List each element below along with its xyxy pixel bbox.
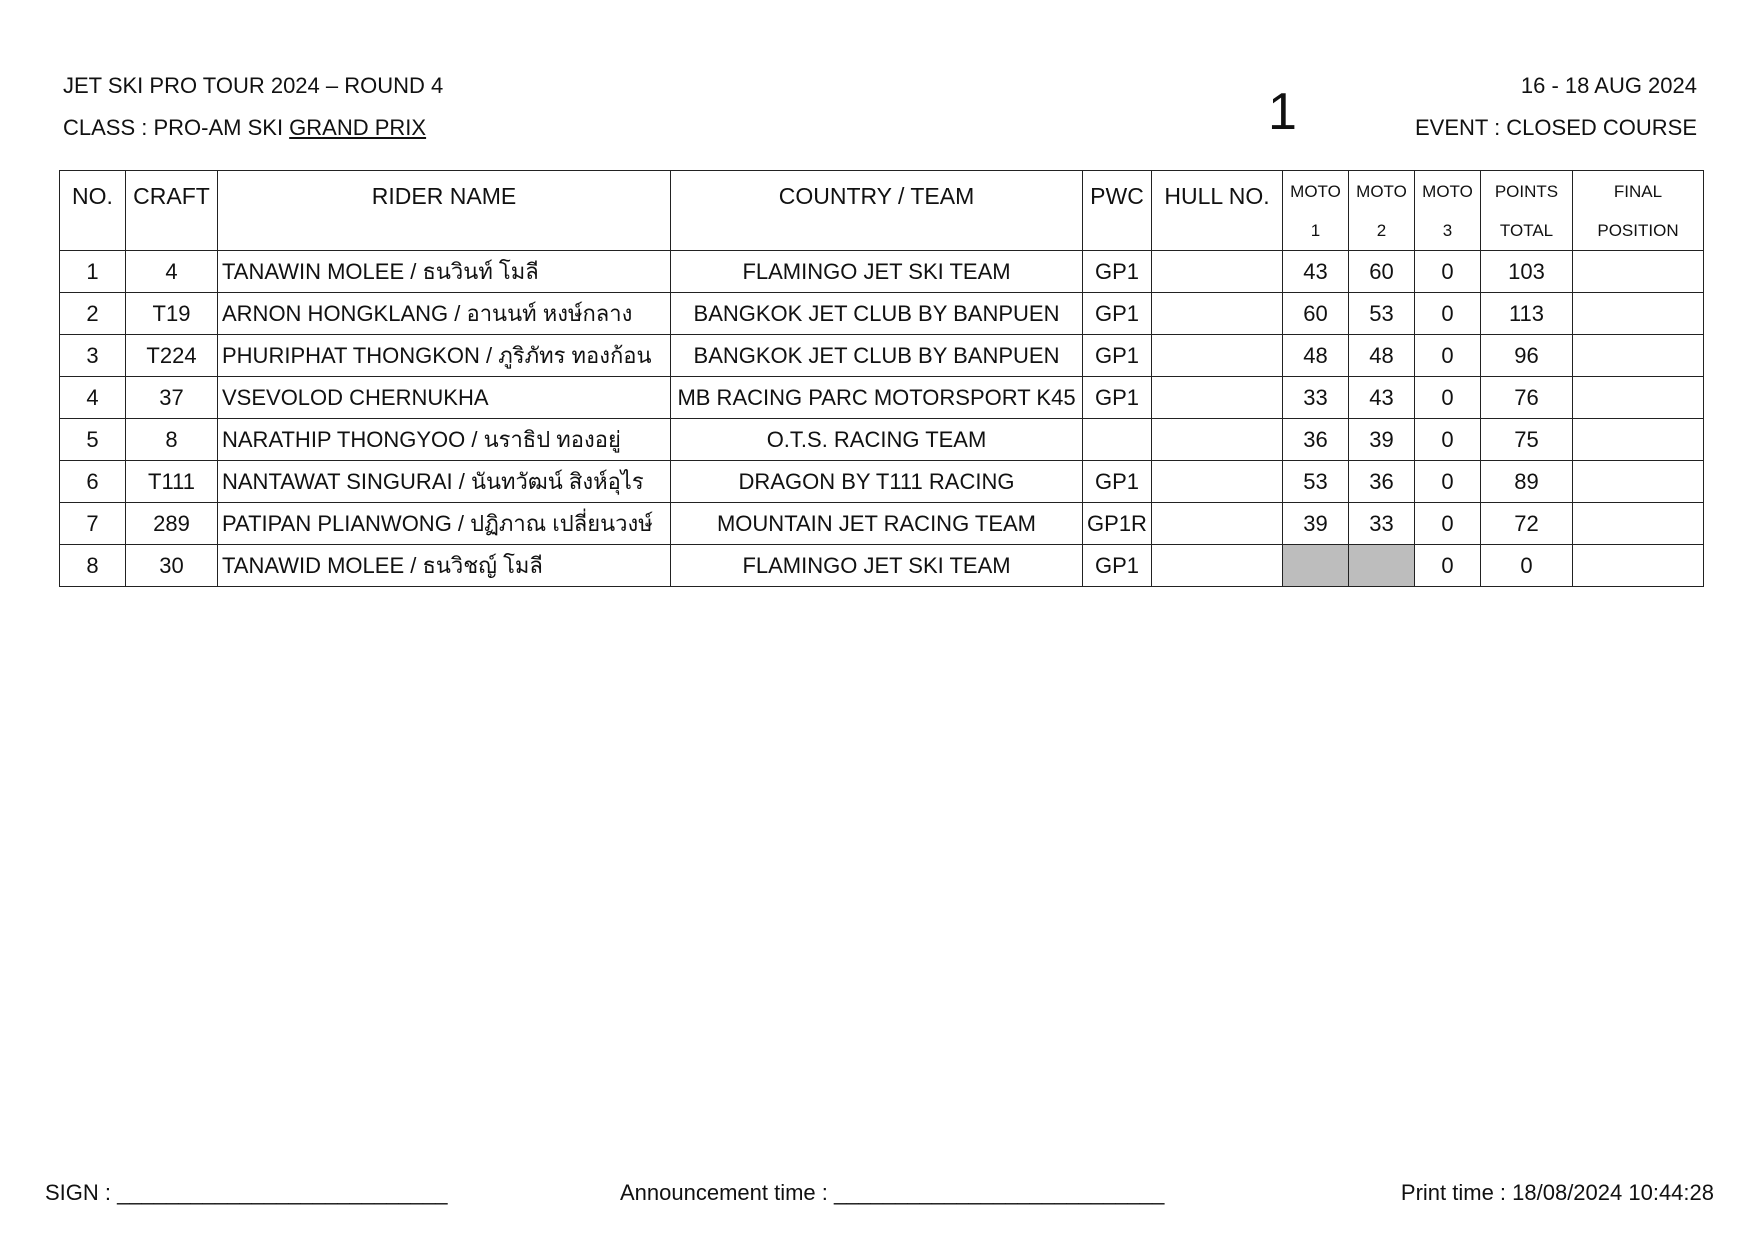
- header-moto1-top: MOTO: [1290, 181, 1341, 201]
- cell-no: 5: [60, 419, 126, 461]
- table-row: [60, 335, 1704, 377]
- cell-final: [1573, 293, 1704, 335]
- cell-moto1: 60: [1283, 293, 1349, 335]
- announcement-time: Announcement time : ___________________________: [620, 1180, 1165, 1205]
- cell-rider: TANAWIN MOLEE / ธนวินท์ โมลี: [218, 251, 671, 293]
- header-moto3-top: MOTO: [1422, 181, 1473, 201]
- cell-hull: [1152, 293, 1283, 335]
- cell-moto2: 33: [1349, 503, 1415, 545]
- cell-moto3: 0: [1415, 377, 1481, 419]
- cell-moto3: 0: [1415, 335, 1481, 377]
- table-row: [60, 251, 1704, 293]
- header-no: NO.: [60, 171, 126, 251]
- header-points-bottom: TOTAL: [1499, 220, 1554, 240]
- header-moto2-bottom: 2: [1376, 220, 1387, 240]
- cell-craft: T111: [126, 461, 218, 503]
- cell-rider: PATIPAN PLIANWONG / ปฏิภาณ เปลี่ยนวงษ์: [218, 503, 671, 545]
- cell-hull: [1152, 335, 1283, 377]
- cell-no: 1: [60, 251, 126, 293]
- cell-moto3: 0: [1415, 545, 1481, 587]
- results-table: [59, 170, 1704, 587]
- cell-pwc: GP1: [1083, 251, 1152, 293]
- cell-total: 103: [1481, 251, 1573, 293]
- cell-no: 2: [60, 293, 126, 335]
- table-header-row: [60, 171, 1704, 251]
- cell-moto1: 53: [1283, 461, 1349, 503]
- cell-hull: [1152, 461, 1283, 503]
- cell-total: 76: [1481, 377, 1573, 419]
- sign-line: SIGN : ___________________________: [45, 1180, 448, 1205]
- cell-final: [1573, 335, 1704, 377]
- cell-team: FLAMINGO JET SKI TEAM: [671, 545, 1083, 587]
- cell-no: 8: [60, 545, 126, 587]
- cell-hull: [1152, 503, 1283, 545]
- cell-no: 3: [60, 335, 126, 377]
- cell-rider: NARATHIP THONGYOO / นราธิป ทองอยู่: [218, 419, 671, 461]
- cell-no: 6: [60, 461, 126, 503]
- cell-pwc: GP1: [1083, 377, 1152, 419]
- cell-moto2: 43: [1349, 377, 1415, 419]
- cell-team: BANGKOK JET CLUB BY BANPUEN: [671, 335, 1083, 377]
- header-pwc: PWC: [1083, 171, 1152, 251]
- cell-pwc: GP1R: [1083, 503, 1152, 545]
- header-moto3: [1415, 171, 1481, 251]
- cell-craft: 8: [126, 419, 218, 461]
- print-time: Print time : 18/08/2024 10:44:28: [1400, 1180, 1714, 1205]
- cell-moto3: 0: [1415, 293, 1481, 335]
- cell-final: [1573, 461, 1704, 503]
- cell-craft: T224: [126, 335, 218, 377]
- cell-pwc: GP1: [1083, 293, 1152, 335]
- cell-moto1: 43: [1283, 251, 1349, 293]
- cell-rider: ARNON HONGKLANG / อานนท์ หงษ์กลาง: [218, 293, 671, 335]
- cell-team: MB RACING PARC MOTORSPORT K45: [671, 377, 1083, 419]
- table-row: [60, 377, 1704, 419]
- cell-moto3: 0: [1415, 419, 1481, 461]
- cell-total: 72: [1481, 503, 1573, 545]
- class-prefix: CLASS : PRO-AM SKI: [63, 115, 290, 140]
- cell-pwc: GP1: [1083, 335, 1152, 377]
- cell-rider: TANAWID MOLEE / ธนวิชญ์ โมลี: [218, 545, 671, 587]
- table-row: [60, 293, 1704, 335]
- cell-pwc: [1083, 419, 1152, 461]
- cell-moto2: [1349, 545, 1415, 587]
- cell-moto1: 33: [1283, 377, 1349, 419]
- cell-moto3: 0: [1415, 461, 1481, 503]
- cell-team: FLAMINGO JET SKI TEAM: [671, 251, 1083, 293]
- cell-final: [1573, 377, 1704, 419]
- cell-total: 113: [1481, 293, 1573, 335]
- table-row: [60, 503, 1704, 545]
- cell-team: DRAGON BY T111 RACING: [671, 461, 1083, 503]
- header-moto3-bottom: 3: [1442, 220, 1453, 240]
- cell-moto2: 60: [1349, 251, 1415, 293]
- cell-rider: PHURIPHAT THONGKON / ภูริภัทร ทองก้อน: [218, 335, 671, 377]
- table-row: [60, 545, 1704, 587]
- header-moto1: [1283, 171, 1349, 251]
- header-points-total: [1481, 171, 1573, 251]
- cell-hull: [1152, 545, 1283, 587]
- cell-final: [1573, 545, 1704, 587]
- table-row: [60, 419, 1704, 461]
- page-number: 1: [1268, 83, 1297, 141]
- cell-pwc: GP1: [1083, 545, 1152, 587]
- cell-moto3: 0: [1415, 251, 1481, 293]
- cell-moto2: 53: [1349, 293, 1415, 335]
- cell-total: 0: [1481, 545, 1573, 587]
- cell-total: 89: [1481, 461, 1573, 503]
- cell-team: BANGKOK JET CLUB BY BANPUEN: [671, 293, 1083, 335]
- cell-final: [1573, 503, 1704, 545]
- header-moto2-top: MOTO: [1356, 181, 1407, 201]
- cell-craft: 30: [126, 545, 218, 587]
- cell-team: MOUNTAIN JET RACING TEAM: [671, 503, 1083, 545]
- cell-rider: NANTAWAT SINGURAI / นันทวัฒน์ สิงห์อุไร: [218, 461, 671, 503]
- class-name: GRAND PRIX: [289, 115, 427, 140]
- cell-hull: [1152, 251, 1283, 293]
- header-rider-name: RIDER NAME: [218, 171, 671, 251]
- header-final-top: FINAL: [1613, 181, 1663, 201]
- cell-rider: VSEVOLOD CHERNUKHA: [218, 377, 671, 419]
- cell-moto1: 39: [1283, 503, 1349, 545]
- cell-moto3: 0: [1415, 503, 1481, 545]
- cell-moto1: 48: [1283, 335, 1349, 377]
- cell-total: 75: [1481, 419, 1573, 461]
- event-date: 16 - 18 AUG 2024: [1520, 73, 1697, 98]
- cell-craft: 37: [126, 377, 218, 419]
- cell-total: 96: [1481, 335, 1573, 377]
- cell-craft: 289: [126, 503, 218, 545]
- cell-hull: [1152, 377, 1283, 419]
- cell-craft: 4: [126, 251, 218, 293]
- event-type: EVENT : CLOSED COURSE: [1415, 115, 1697, 140]
- header-craft: CRAFT: [126, 171, 218, 251]
- cell-no: 7: [60, 503, 126, 545]
- header-final-bottom: POSITION: [1597, 220, 1679, 240]
- table-row: [60, 461, 1704, 503]
- cell-moto1: [1283, 545, 1349, 587]
- header-hull-no: HULL NO.: [1152, 171, 1283, 251]
- header-points-top: POINTS: [1494, 181, 1559, 201]
- class-line: [63, 115, 426, 141]
- cell-moto1: 36: [1283, 419, 1349, 461]
- header-moto2: [1349, 171, 1415, 251]
- header-final-position: [1573, 171, 1704, 251]
- cell-pwc: GP1: [1083, 461, 1152, 503]
- cell-moto2: 36: [1349, 461, 1415, 503]
- cell-hull: [1152, 419, 1283, 461]
- header-country-team: COUNTRY / TEAM: [671, 171, 1083, 251]
- cell-no: 4: [60, 377, 126, 419]
- cell-moto2: 48: [1349, 335, 1415, 377]
- cell-team: O.T.S. RACING TEAM: [671, 419, 1083, 461]
- document-title: JET SKI PRO TOUR 2024 – ROUND 4: [63, 73, 444, 98]
- cell-final: [1573, 419, 1704, 461]
- header-moto1-bottom: 1: [1310, 220, 1321, 240]
- cell-craft: T19: [126, 293, 218, 335]
- cell-moto2: 39: [1349, 419, 1415, 461]
- cell-final: [1573, 251, 1704, 293]
